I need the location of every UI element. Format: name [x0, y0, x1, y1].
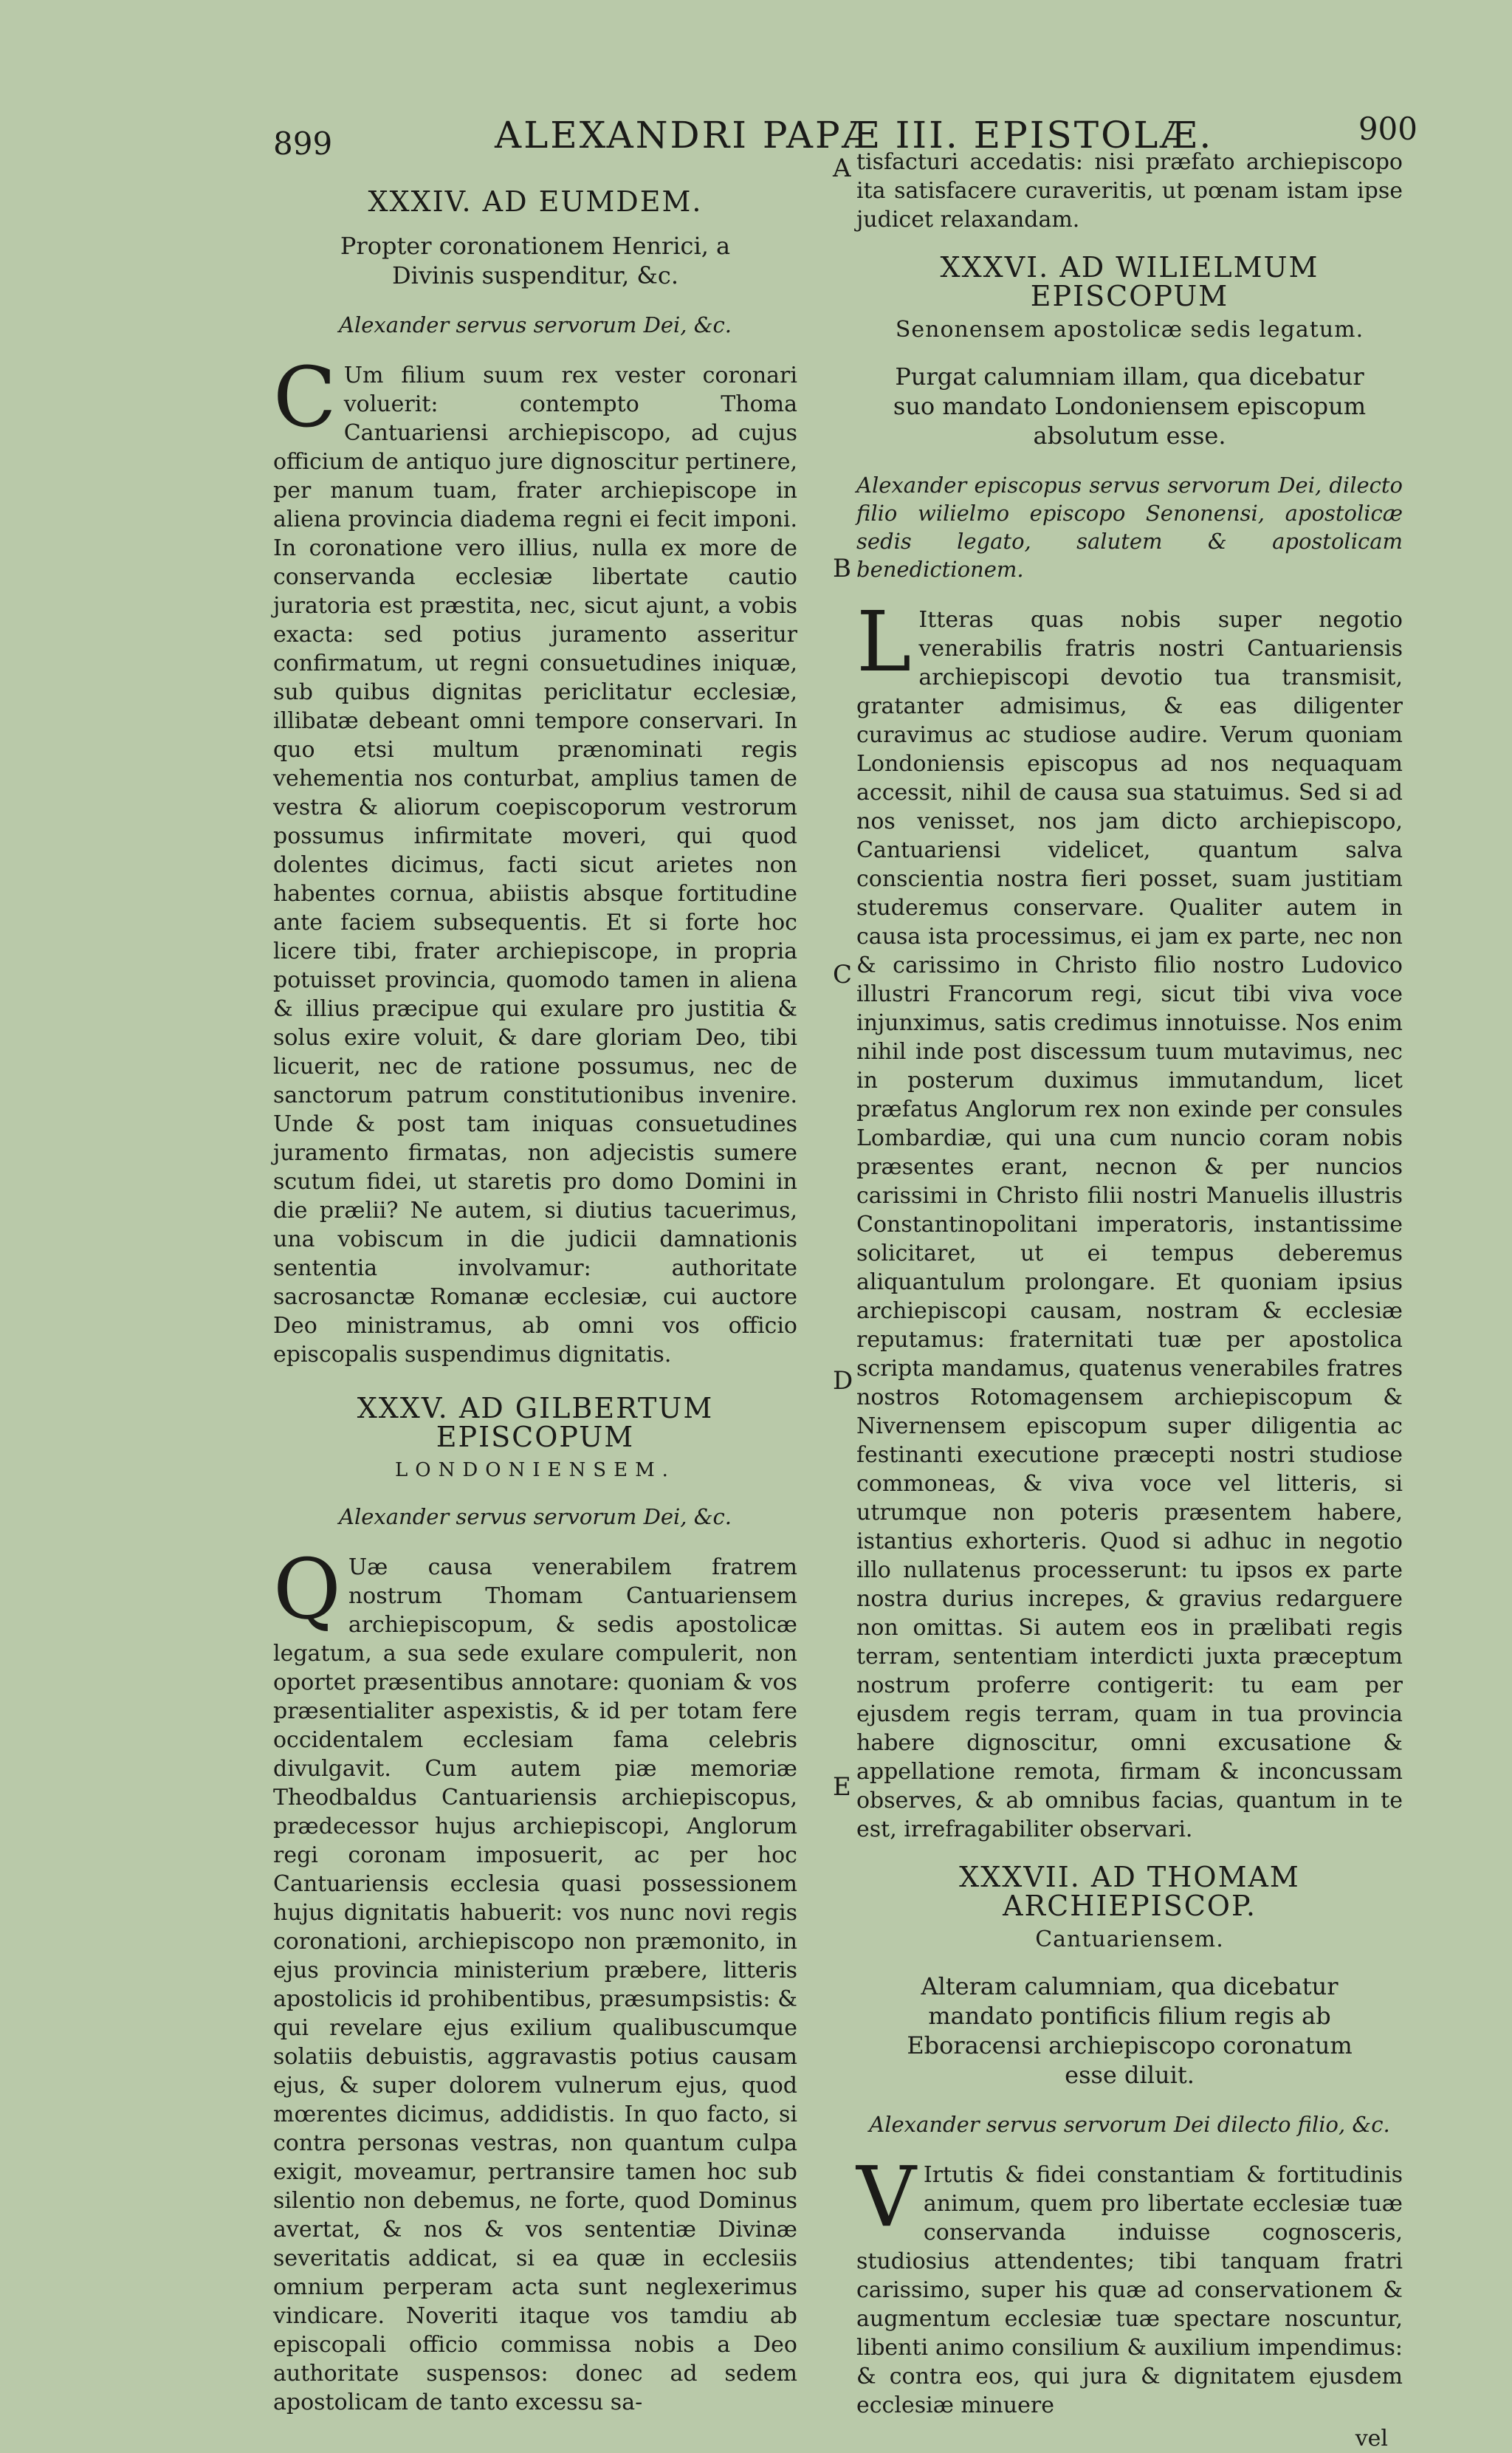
- letter-37-dropcap: V: [856, 2150, 916, 2246]
- letter-36-heading-sub: Senonensem apostolicæ sedis legatum.: [895, 317, 1364, 343]
- margin-letter-a: A: [833, 154, 851, 183]
- running-header: [244, 89, 1425, 162]
- letter-34-heading: XXXIV. AD EUMDEM.: [368, 185, 703, 218]
- page-number-right: 900: [1358, 111, 1418, 147]
- letter-37-summary: Alteram calumniam, qua dicebatur mandato pontificis filium regis ab Eboracensi archiepiscopo coronatum esse diluit.: [907, 1972, 1353, 2089]
- letter-35-dropcap: Q: [273, 1542, 341, 1638]
- letter-37-salutation: Alexander servus servorum Dei dilecto filio, &c.: [869, 2112, 1390, 2137]
- letter-35-heading: XXXV. AD GILBERTUM EPISCOPUM: [357, 1392, 714, 1453]
- letter-36-text: Itteras quas nobis super negotio venerabilis fratris nostri Cantuariensis archiepiscopi devotio tua transmisit, gratanter admisimus, & eas diligenter curavimus ac studiose audire. Verum quoniam Londoniensis episcopus ad nos nequaquam accessit, nihil de causa sua statuimus. Sed si ad nos venisset, nos jam dicto archiepiscopo, Cantuariensi videlicet, quantum salva conscientia nostra fieri posset, suam justitiam studeremus conservare. Qualiter autem in causa ista processimus, ei jam ex parte, nec non & carissimo in Christo filio nostro Ludovico illustri Francorum regi, sicut tibi viva voce injunximus, satis credimus innotuisse. Nos enim nihil inde post discessum tuum mutavimus, nec in posterum duximus immutandum, licet præfatus Anglorum rex non exinde per consules Lombardiæ, qui una cum nuncio coram nobis præsentes erant, necnon & per nuncios carissimi in Christo filii nostri Manuelis illustris Constantinopolitani imperatoris, instantissime solicitaret, ut ei tempus deberemus aliquantulum prolongare. Et quoniam ipsius archiepiscopi causam, nostram & ecclesiæ reputamus: fraternitati tuæ per apostolica scripta mandamus, quatenus venerabiles fratres nostros Rotomagensem archiepiscopum & Nivernensem episcopum super diligentia ac festinanti executione præcepti nostri studiose commoneas, & viva voce vel litteris, si utrumque non poteris præsentem habere, istantius exhorteris. Quod si adhuc in negotio illo nullatenus processerunt: tu ipsos ex parte nostra durius increpes, & gravius redarguere non omittas. Si autem eos in prælibati regis terram, sententiam interdicti juxta præceptum nostrum proferre contigerit: tu eam per ejusdem regis terram, quam in tua provincia habere dignoscitur, omni excusatione & appellatione remota, firmam & inconcussam observes, & ab omnibus facias, quantum in te est, irrefragabiliter observari.: [856, 607, 1403, 1842]
- margin-letter-d: D: [833, 1366, 853, 1396]
- letter-34-body: [273, 350, 797, 1369]
- catchword: vel: [1355, 2426, 1388, 2452]
- letter-34-dropcap: C: [273, 350, 337, 446]
- letter-36-summary: Purgat calumniam illam, qua dicebatur suo mandato Londoniensem episcopum absolutum esse.: [893, 363, 1367, 450]
- running-title: ALEXANDRI PAPÆ III. EPISTOLÆ.: [495, 114, 1214, 157]
- letter-35-body: [273, 1542, 797, 2417]
- book-page: [244, 89, 1425, 2452]
- letter-35-salutation: Alexander servus servorum Dei, &c.: [339, 1504, 732, 1529]
- letter-34-text: Um filium suum rex vester coronari voluerit: contempto Thoma Cantuariensi archiepiscopo, ad cujus officium de antiquo jure dignoscitur pertinere, per manum tuam, frater archiepiscope in aliena provincia diadema regni ei fecit imponi. In coronatione vero illius, nulla ex more de conservanda ecclesiæ libertate cautio juratoria est præstita, nec, sicut ajunt, a vobis exacta: sed potius juramento asseritur confirmatum, ut regni consuetudines iniquæ, sub quibus dignitas periclitatur ecclesiæ, illibatæ debeant omni tempore conservari. In quo etsi multum prænominati regis vehementia nos conturbat, amplius tamen de vestra & aliorum coepiscoporum vestrorum possumus infirmitate moveri, qui quod dolentes dicimus, facti sicut arietes non habentes cornua, abiistis absque fortitudine ante faciem subsequentis. Et si forte hoc licere tibi, frater archiepiscope, in propria potuisset provincia, quomodo tamen in aliena & illius præcipue qui exulare pro justitia & solus exire voluit, & dare gloriam Deo, tibi licuerit, nec de ratione possumus, nec de sanctorum patrum constitutionibus invenire. Unde & post tam iniquas consuetudines juramento firmatas, non adjecistis sumere scutum fidei, ut staretis pro domo Domini in die prælii? Ne autem, si diutius tacuerimus, una vobiscum in die judicii damnationis sententia involvamur: authoritate sacrosanctæ Romanæ ecclesiæ, cui auctore Deo ministramus, ab omni vos officio episcopalis suspendimus dignitatis.: [273, 363, 797, 1368]
- letter-36-salutation: Alexander episcopus servus servorum Dei, dilecto filio wilielmo episcopo Senonensi, apostolicæ sedis legato, salutem & apostolicam benedictionem.: [856, 473, 1403, 582]
- left-column: [273, 177, 797, 2436]
- letter-37-text: Irtutis & fidei constantiam & fortitudinis animum, quem pro libertate ecclesiæ tuæ conservanda induisse cognosceris, studiosius attendentes; tibi tanquam fratri carissimo, super his quæ ad conservationem & augmentum ecclesiæ tuæ spectare noscuntur, libenti animo consilium & auxilium impendimus: & contra eos, qui jura & dignitatem ejusdem ecclesiæ minuere: [856, 2162, 1403, 2418]
- letter-36-dropcap: L: [856, 594, 912, 690]
- letter-36-body: [856, 594, 1403, 1844]
- page-number-left: 899: [273, 126, 333, 162]
- right-column: [856, 148, 1403, 2453]
- margin-letter-b: B: [833, 554, 851, 583]
- letter-37-body: [856, 2150, 1403, 2420]
- letter-34-summary: Propter coronationem Henrici, a Divinis suspenditur, &c.: [340, 232, 731, 289]
- letter-34-salutation: Alexander servus servorum Dei, &c.: [339, 312, 732, 337]
- margin-letter-e: E: [833, 1772, 851, 1802]
- letter-37-heading-sub: Cantuariensem.: [1035, 1927, 1224, 1952]
- letter-36-heading: XXXVI. AD WILIELMUM EPISCOPUM: [940, 251, 1319, 312]
- letter-37-heading: XXXVII. AD THOMAM ARCHIEPISCOP.: [959, 1861, 1300, 1922]
- letter-35-continuation: tisfacturi accedatis: nisi præfato archiepiscopo ita satisfacere curaveritis, ut pœnam istam ipse judicet relaxandam.: [856, 149, 1403, 233]
- letter-35-text: Uæ causa venerabilem fratrem nostrum Thomam Cantuariensem archiepiscopum, & sedis apostolicæ legatum, a sua sede exulare compulerit, non oportet præsentibus annotare: quoniam & vos præsentialiter aspexistis, & id per totam fere occidentalem ecclesiam fama celebris divulgavit. Cum autem piæ memoriæ Theodbaldus Cantuariensis archiepiscopus, prædecessor hujus archiepiscopi, Anglorum regi coronam imposuerit, ac per hoc Cantuariensis ecclesia quasi possessionem hujus dignitatis habuerit: vos nunc novi regis coronationi, archiepiscopo non præmonito, in ejus provincia ministerium præbere, litteris apostolicis id prohibentibus, præsumpsistis: & qui revelare ejus exilium qualibuscumque solatiis debuistis, aggravastis potius causam ejus, & super dolorem vulnerum ejus, quod mœrentes dicimus, addidistis. In quo facto, si contra personas vestras, non quantum culpa exigit, moveamur, pertransire tamen hoc sub silentio non debemus, ne forte, quod Dominus avertat, & nos & vos sententiæ Divinæ severitatis addicat, si ea quæ in ecclesiis omnium perperam acta sunt neglexerimus vindicare. Noveriti itaque vos tamdiu ab episcopali officio commissa nobis a Deo authoritate suspensos: donec ad sedem apostolicam de tanto excessu sa-: [273, 1554, 797, 2415]
- margin-letter-c: C: [833, 960, 853, 989]
- letter-35-heading-sub: LONDONIENSEM.: [395, 1459, 676, 1481]
